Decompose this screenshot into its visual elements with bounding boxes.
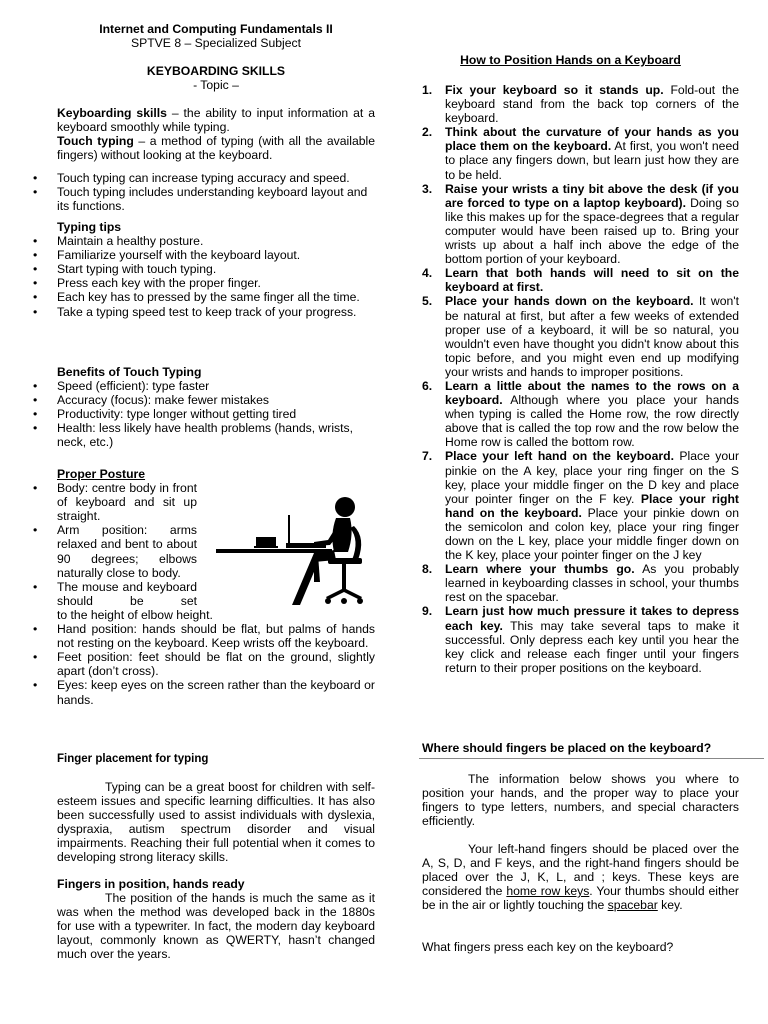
- where-fingers-heading: Where should fingers be placed on the keyboard?: [422, 741, 712, 755]
- list-item: • The mouse and keyboard should be set to the height of elbow height.: [57, 580, 375, 622]
- spacebar-link[interactable]: spacebar: [607, 898, 658, 913]
- benefits-section: [57, 365, 375, 450]
- finger-placement-heading: Finger placement for typing: [57, 753, 209, 765]
- topic-label: - Topic –: [193, 78, 239, 93]
- definition-keyboarding: Keyboarding skills – the ability to input information at a keyboard smoothly while typing.: [57, 106, 375, 135]
- list-item: • Accuracy (focus): make fewer mistakes: [57, 393, 375, 407]
- fingers-question: What fingers press each key on the keyboard?: [422, 940, 674, 954]
- list-item: 1. Fix your keyboard so it stands up. Fold-out the keyboard stand from the back top corners of the keyboard.: [422, 83, 739, 126]
- posture-heading: Proper Posture: [57, 467, 146, 481]
- list-item: 9. Learn just how much pressure it takes to depress each key. This may take several taps to make it successful. Only depress each key until you hear the key click and release each finger until your fingers return to their proper positions on the keyboard.: [422, 604, 739, 675]
- list-item: • Speed (efficient): type faster: [57, 379, 375, 393]
- where-fingers-paragraph-2: Your left-hand fingers should be placed over the A, S, D, and F keys, and the right-hand fingers should be placed over the J, K, L, and ; keys. These keys are considered the home row keys. Your thumbs should either be in the air or lightly touching the spacebar key.: [422, 842, 739, 913]
- list-item: • Feet position: feet should be flat on the ground, slightly apart (don’t cross).: [57, 650, 375, 678]
- list-item: • Maintain a healthy posture.: [57, 234, 375, 248]
- section-divider: [419, 758, 764, 759]
- list-item: 3. Raise your wrists a tiny bit above the desk (if you are forced to type on a laptop keyboard). Doing so like this makes up for the space-degrees that a regular computer would have been raised up to. Bring your wrists up about a half inch above the edge of the bottom portion of your keyboard.: [422, 181, 740, 267]
- fingers-ready-paragraph: The position of the hands is much the same as it was when the method was developed back in the 1880s for use with a typewriter. In fact, the modern day keyboard layout, commonly known as QWERTY, hasn’t changed much over the years.: [57, 891, 375, 962]
- how-to-heading: How to Position Hands on a Keyboard: [460, 53, 681, 67]
- list-item: • Take a typing speed test to keep track of your progress.: [57, 305, 375, 319]
- list-item: • Hand position: hands should be flat, but palms of hands not resting on the keyboard. Keep wrists off the keyboard.: [57, 622, 375, 650]
- typing-tips-heading: Typing tips: [57, 220, 122, 234]
- list-item: 2. Think about the curvature of your hands as you place them on the keyboard. At first, you won't need to place any fingers down, but learn just how they are to be held.: [422, 125, 739, 182]
- how-to-steps: [422, 83, 740, 675]
- intro-bullets: [57, 171, 375, 213]
- definitions: [57, 106, 375, 162]
- home-row-keys-link[interactable]: home row keys: [506, 884, 590, 899]
- topic-title: KEYBOARDING SKILLS: [146, 64, 286, 79]
- list-item: • Body: centre body in front of keyboard and sit up straight.: [57, 481, 197, 523]
- list-item: 7. Place your left hand on the keyboard. Place your pinkie on the A key, place your ring finger on the S key, place your middle finger on the D key and place your pointer finger on the F key. Place your right hand on the keyboard. Place your pinkie down on the semicolon and colon key, place your ring finger down on the L key, place your middle finger down on the K key, place your pointer finger on the J key: [422, 449, 739, 563]
- list-item: • Arm position: arms relaxed and bent to about 90 degrees; elbows naturally close to body.: [57, 523, 197, 579]
- list-item: • Health: less likely have health problems (hands, wrists, neck, etc.): [57, 421, 375, 449]
- list-item: 8. Learn where your thumbs go. As you probably learned in keyboarding classes in school, your thumbs rest on the spacebar.: [422, 562, 739, 605]
- benefits-heading: Benefits of Touch Typing: [57, 365, 202, 379]
- list-item: • Touch typing can increase typing accuracy and speed.: [57, 171, 375, 185]
- list-item: • Eyes: keep eyes on the screen rather than the keyboard or hands.: [57, 678, 375, 706]
- list-item: 4. Learn that both hands will need to sit on the keyboard at first.: [422, 266, 739, 295]
- list-item: • Touch typing includes understanding keyboard layout and its functions.: [57, 185, 375, 213]
- person-at-computer-desk-icon: [214, 494, 372, 610]
- document-subtitle: SPTVE 8 – Specialized Subject: [130, 36, 302, 51]
- list-item: 6. Learn a little about the names to the rows on a keyboard. Although where you place your hands when typing is called the Home row, the row directly above that is called the top row and the row below the Home row is called the bottom row.: [422, 378, 739, 450]
- document-header: [57, 22, 375, 92]
- list-item: 5. Place your hands down on the keyboard. It won't be natural at first, but after a few weeks of extended proper use of a keyboard, it will be so natural, you wouldn't even have thought you didn't know about this topic before, and you might even end up modifying your wrists and hands to improper positions.: [422, 294, 739, 379]
- typing-tips-list: [57, 234, 375, 319]
- document-title: Internet and Computing Fundamentals II: [99, 22, 333, 36]
- definition-touch-typing: Touch typing – a method of typing (with all the available fingers) without looking at the keyboard.: [57, 134, 376, 163]
- finger-placement-paragraph: Typing can be a great boost for children with self-esteem issues and specific learning difficulties. It has also been successfully used to assist individuals with dyslexia, dyspraxia, autism spectrum disorder and visual impairments. Reaching their full potential when it comes to developing strong literacy skills.: [57, 780, 375, 865]
- list-item: • Familiarize yourself with the keyboard layout.: [57, 248, 375, 262]
- benefits-list: [57, 379, 375, 449]
- list-item: • Each key has to pressed by the same finger all the time.: [57, 290, 375, 304]
- list-item: • Productivity: type longer without getting tired: [57, 407, 375, 421]
- list-item: • Start typing with touch typing.: [57, 262, 375, 276]
- where-fingers-paragraph-1: The information below shows you where to position your hands, and the proper way to place your fingers to type letters, numbers, and special characters efficiently.: [422, 772, 739, 829]
- fingers-ready-heading: Fingers in position, hands ready: [57, 877, 245, 891]
- list-item: • Press each key with the proper finger.: [57, 276, 375, 290]
- typing-tips-section: [57, 220, 375, 319]
